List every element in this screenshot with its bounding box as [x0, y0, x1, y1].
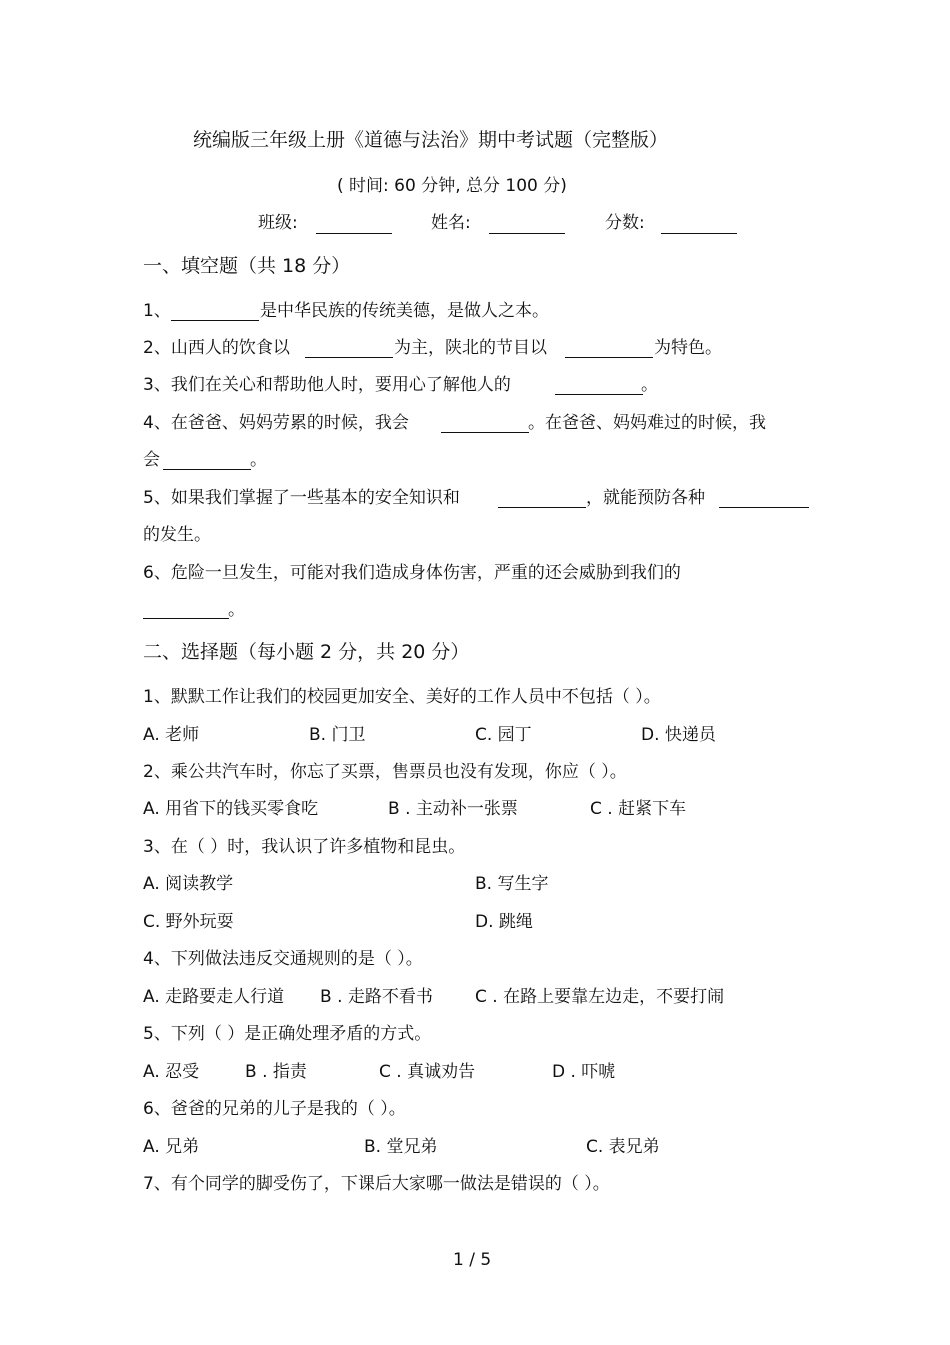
exam-meta: ( 时间: 60 分钟, 总分 100 分) [337, 176, 567, 196]
q5-blank-1[interactable] [498, 507, 586, 508]
page-number: 1 / 5 [453, 1250, 492, 1270]
mc5-stem: 5、下列（ ）是正确处理矛盾的方式。 [143, 1024, 432, 1044]
q5-text-b: ，就能预防各种 [586, 488, 705, 508]
q2-text-a: 2、山西人的饮食以 [143, 338, 290, 358]
section-heading-multiple-choice: 二、选择题（每小题 2 分，共 20 分） [143, 641, 470, 663]
q3-text-b: 。 [641, 375, 658, 395]
mc6-option-b[interactable]: B. 堂兄弟 [364, 1137, 438, 1157]
mc1-stem: 1、默默工作让我们的校园更加安全、美好的工作人员中不包括（ ）。 [143, 687, 661, 707]
q6-blank[interactable] [143, 618, 229, 619]
mc3-option-d[interactable]: D. 跳绳 [475, 912, 533, 932]
q1-blank[interactable] [171, 320, 259, 321]
q2-text-b: 为主，陕北的节目以 [394, 338, 547, 358]
name-field[interactable] [489, 233, 565, 234]
mc4-option-a[interactable]: A. 走路要走人行道 [143, 987, 285, 1007]
mc5-option-a[interactable]: A. 忍受 [143, 1062, 200, 1082]
score-field[interactable] [661, 233, 737, 234]
mc1-option-d[interactable]: D. 快递员 [641, 725, 716, 745]
mc1-option-b[interactable]: B. 门卫 [309, 725, 366, 745]
q2-blank-1[interactable] [305, 357, 393, 358]
mc5-option-c[interactable]: C . 真诚劝告 [379, 1062, 476, 1082]
mc4-option-c[interactable]: C . 在路上要靠左边走，不要打闹 [475, 987, 725, 1007]
name-label: 姓名: [431, 213, 471, 233]
q4-blank-1[interactable] [441, 432, 529, 433]
mc5-option-d[interactable]: D . 吓唬 [552, 1062, 616, 1082]
mc3-option-a[interactable]: A. 阅读教学 [143, 874, 234, 894]
q5-text-a: 5、如果我们掌握了一些基本的安全知识和 [143, 488, 460, 508]
q6-text-a: 6、危险一旦发生，可能对我们造成身体伤害，严重的还会威胁到我们的 [143, 563, 681, 583]
mc1-option-a[interactable]: A. 老师 [143, 725, 200, 745]
score-label: 分数: [605, 213, 645, 233]
mc5-option-b[interactable]: B . 指责 [245, 1062, 307, 1082]
mc4-stem: 4、下列做法违反交通规则的是（ ）。 [143, 949, 423, 969]
q3-blank[interactable] [555, 394, 643, 395]
q5-text-c: 的发生。 [143, 525, 211, 545]
q6-text-b: 。 [228, 600, 245, 620]
q2-blank-2[interactable] [565, 357, 653, 358]
mc6-option-c[interactable]: C. 表兄弟 [586, 1137, 660, 1157]
mc2-option-c[interactable]: C . 赶紧下车 [590, 799, 687, 819]
mc3-option-b[interactable]: B. 写生字 [475, 874, 549, 894]
q2-text-c: 为特色。 [654, 338, 722, 358]
q4-text-a: 4、在爸爸、妈妈劳累的时候，我会 [143, 413, 409, 433]
class-field[interactable] [316, 233, 392, 234]
q3-text-a: 3、我们在关心和帮助他人时，要用心了解他人的 [143, 375, 511, 395]
q1-text: 是中华民族的传统美德，是做人之本。 [260, 301, 549, 321]
mc2-option-b[interactable]: B . 主动补一张票 [388, 799, 518, 819]
q5-blank-2[interactable] [719, 507, 809, 508]
mc1-option-c[interactable]: C. 园丁 [475, 725, 532, 745]
mc3-option-c[interactable]: C. 野外玩耍 [143, 912, 234, 932]
q4-text-c: 会 [143, 450, 160, 470]
q4-text-b: 。在爸爸、妈妈难过的时候，我 [528, 413, 766, 433]
q4-text-d: 。 [250, 450, 267, 470]
mc2-option-a[interactable]: A. 用省下的钱买零食吃 [143, 799, 319, 819]
q4-blank-2[interactable] [163, 469, 251, 470]
mc6-option-a[interactable]: A. 兄弟 [143, 1137, 200, 1157]
section-heading-fill-blank: 一、填空题（共 18 分） [143, 255, 351, 277]
mc3-stem: 3、在（ ）时，我认识了许多植物和昆虫。 [143, 837, 466, 857]
page-title: 统编版三年级上册《道德与法治》期中考试题（完整版） [193, 129, 669, 151]
mc2-stem: 2、乘公共汽车时，你忘了买票，售票员也没有发现，你应（ ）。 [143, 762, 627, 782]
class-label: 班级: [258, 213, 298, 233]
mc7-stem: 7、有个同学的脚受伤了，下课后大家哪一做法是错误的（ ）。 [143, 1174, 610, 1194]
mc6-stem: 6、爸爸的兄弟的儿子是我的（ ）。 [143, 1099, 406, 1119]
q1-number: 1、 [143, 301, 171, 321]
mc4-option-b[interactable]: B . 走路不看书 [320, 987, 433, 1007]
